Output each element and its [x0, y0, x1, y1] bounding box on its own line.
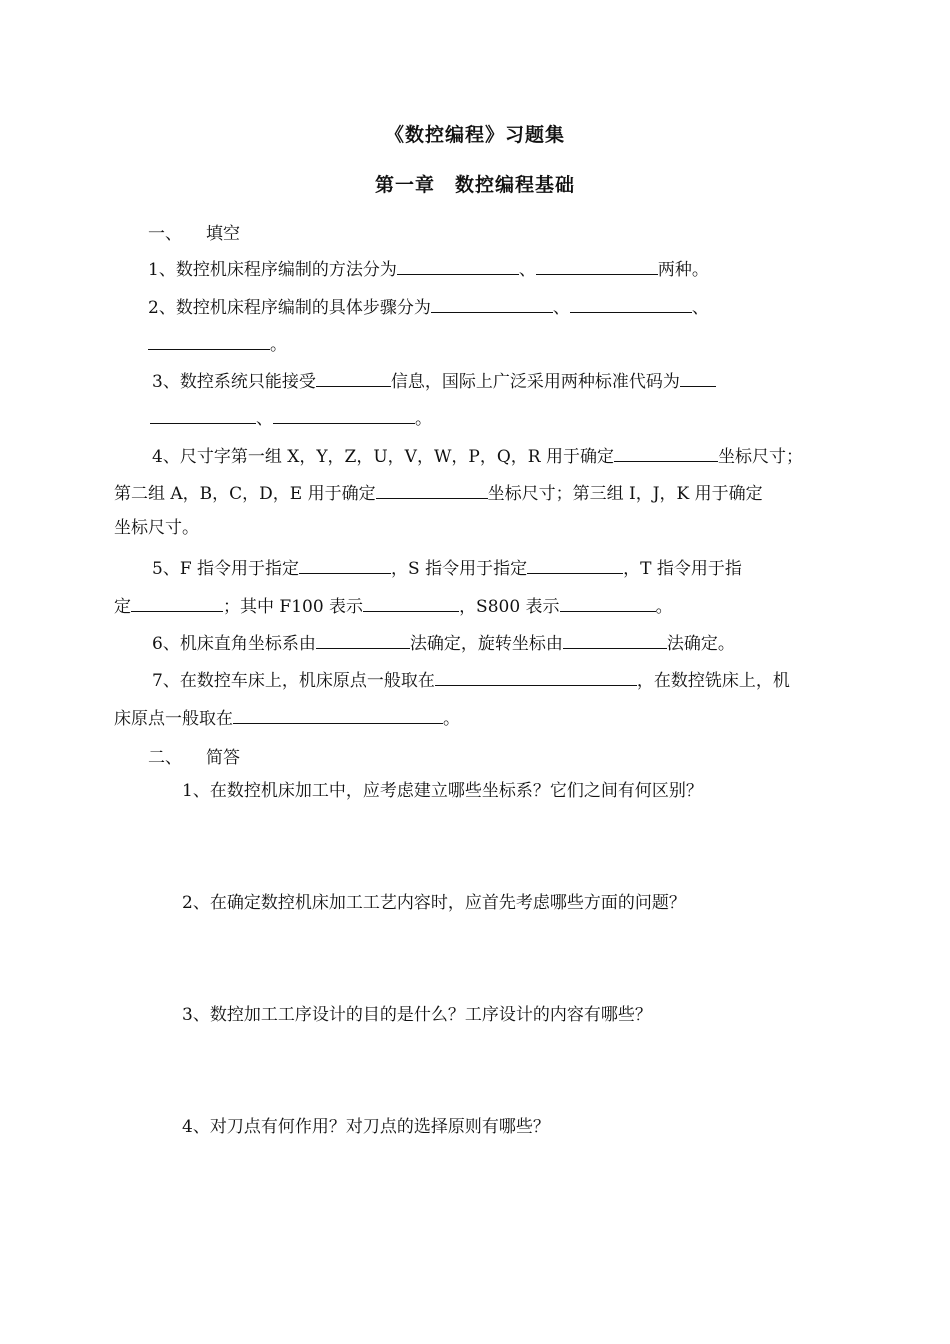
- answer-blank[interactable]: [431, 294, 553, 313]
- document-title: 《数控编程》习题集: [384, 124, 565, 146]
- question-text: 坐标尺寸；: [718, 447, 804, 467]
- answer-blank[interactable]: [316, 368, 391, 387]
- question-text: 法确定。: [666, 634, 735, 654]
- answer-blank[interactable]: [614, 443, 718, 462]
- chapter-title: 第一章 数控编程基础: [374, 174, 575, 196]
- answer-blank[interactable]: [363, 593, 459, 612]
- question-text: 、: [256, 409, 273, 429]
- question-1: [148, 256, 709, 282]
- answer-blank[interactable]: [273, 405, 415, 424]
- question-3: [152, 368, 716, 394]
- question-4-cont: [114, 480, 763, 506]
- question-text: 3、数控系统只能接受: [152, 372, 316, 392]
- short-question-2: 2、在确定数控机床加工工艺内容时，应首先考虑哪些方面的问题？: [182, 893, 686, 913]
- question-text: 。: [443, 709, 460, 729]
- answer-blank[interactable]: [150, 405, 256, 424]
- question-text: 5、F 指令用于指定: [152, 559, 300, 579]
- question-2: [148, 294, 709, 320]
- answer-blank[interactable]: [527, 555, 623, 574]
- question-text: 。: [270, 335, 287, 355]
- question-text: 第二组 A，B，C，D，E 用于确定: [114, 484, 376, 504]
- question-text: 、: [552, 298, 570, 318]
- question-text: 坐标尺寸。: [114, 518, 199, 538]
- question-text: 法确定，旋转坐标由: [409, 634, 563, 654]
- answer-blank[interactable]: [131, 593, 223, 612]
- short-question-1: 1、在数控机床加工中，应考虑建立哪些坐标系？它们之间有何区别？: [182, 781, 703, 801]
- question-text: 4、尺寸字第一组 X，Y，Z，U，V，W，P，Q，R 用于确定: [152, 447, 615, 467]
- answer-blank[interactable]: [233, 705, 443, 724]
- question-7: [152, 667, 790, 693]
- question-2-cont: [148, 331, 287, 357]
- section-label: 填空: [206, 224, 240, 244]
- answer-blank[interactable]: [376, 480, 488, 499]
- question-text: 。: [415, 409, 432, 429]
- question-text: 两种。: [657, 260, 709, 280]
- question-4: [152, 443, 803, 469]
- question-text: 6、机床直角坐标系由: [152, 634, 316, 654]
- answer-blank[interactable]: [435, 667, 637, 686]
- question-text: 。: [655, 597, 673, 617]
- section-label: 简答: [206, 748, 240, 768]
- question-7-cont: [114, 705, 460, 731]
- answer-blank[interactable]: [299, 555, 391, 574]
- question-3-cont: [150, 405, 432, 431]
- answer-blank[interactable]: [397, 256, 519, 275]
- question-text: 信息，国际上广泛采用两种标准代码为: [390, 372, 680, 392]
- answer-blank[interactable]: [560, 593, 656, 612]
- question-6: [152, 630, 735, 656]
- section-fill-in: [148, 219, 240, 244]
- question-5: [152, 555, 742, 581]
- answer-blank[interactable]: [536, 256, 658, 275]
- question-4-cont2: [114, 516, 199, 540]
- section-short-answer: [148, 743, 240, 768]
- answer-blank[interactable]: [570, 294, 692, 313]
- short-question-3: 3、数控加工工序设计的目的是什么？工序设计的内容有哪些？: [182, 1005, 652, 1025]
- question-text: ，S 指令用于指定: [391, 559, 528, 579]
- question-text: 7、在数控车床上，机床原点一般取在: [152, 671, 435, 691]
- question-text: 定: [114, 597, 131, 617]
- question-5-cont: [114, 593, 673, 619]
- answer-blank[interactable]: [563, 630, 667, 649]
- question-text: ，S800 表示: [459, 597, 560, 617]
- section-number: 二、: [148, 748, 182, 768]
- answer-blank[interactable]: [148, 331, 270, 350]
- section-number: 一、: [148, 224, 182, 244]
- answer-blank[interactable]: [680, 368, 716, 387]
- question-text: ；其中 F100 表示: [223, 597, 364, 617]
- question-text: 坐标尺寸；第三组 I，J，K 用于确定: [487, 484, 763, 504]
- question-text: 床原点一般取在: [114, 709, 233, 729]
- question-text: 2、数控机床程序编制的具体步骤分为: [148, 298, 431, 318]
- question-text: ，T 指令用于指: [623, 559, 742, 579]
- answer-blank[interactable]: [316, 630, 410, 649]
- question-text: ，在数控铣床上，机: [636, 671, 790, 691]
- question-text: 、: [518, 260, 536, 280]
- question-text: 1、数控机床程序编制的方法分为: [148, 260, 397, 280]
- question-text: 、: [691, 298, 709, 318]
- short-question-4: 4、对刀点有何作用？对刀点的选择原则有哪些？: [182, 1117, 550, 1137]
